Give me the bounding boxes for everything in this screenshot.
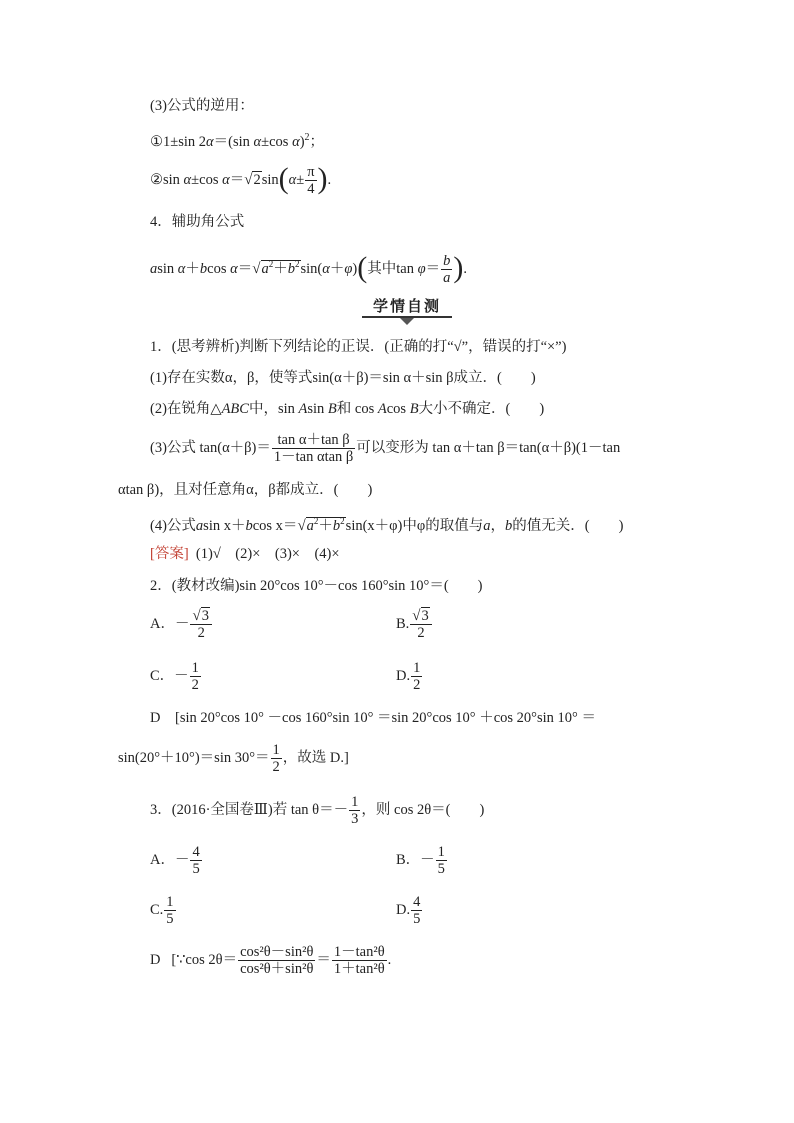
b-over-a: $\frac{b}{a}$ [443,253,451,286]
q3-opt-b-label: B．－ [396,852,435,868]
q3-stem-a: 3．(2016·全国卷Ⅲ)若 tan θ＝－ [150,802,349,818]
s2-f: 大小不确定．( ) [418,401,545,417]
q1-stem: 1．(思考辨析)判断下列结论的正误．(正确的打“√”，错误的打“×”) [150,339,567,355]
s3-b: 可以变形为 tan α＋tan β＝tan(α＋β)(1－tan [356,440,621,456]
section-heading [362,296,452,326]
aux-sin2: sin( [300,260,323,277]
s4-b: sin x＋ [203,517,246,534]
q2-option-c [150,656,202,696]
q2-sol-line1-text: [sin 20°cos 10° －cos 160°sin 10° ＝sin 20°cos 10° ＋cos 20°sin 10° ＝ [174,710,596,726]
q3-opt-d-num: 4 [413,894,421,911]
opt-d-num: 1 [413,660,421,677]
eq1-sup: 2 [304,132,310,143]
eq2-eq: ＝ [229,172,245,188]
s2-e: cos [386,401,410,417]
eq1-end: ) [299,133,305,150]
q3-sol-den1: cos²θ＋sin²θ [240,961,314,978]
q1-answer [150,544,340,564]
s4-c: cos x＝ [252,517,298,534]
q3-opt-c-label: C. [150,902,164,918]
q3-option-d [396,890,423,930]
q3-sol-letter: D [150,952,161,968]
opt-b-sqrt: 3 [421,608,429,625]
s4-e: 的值无关．( ) [512,517,624,534]
heading-aux-angle: 4．辅助角公式 [150,214,245,230]
pi-over-4 [305,164,316,197]
q3-stem-den: 3 [351,811,359,828]
q2-option-b: B. $\frac{√3}{2}$ [396,604,433,644]
q1-statement-1: (1)存在实数α，β，使等式sin(α＋β)＝sin α＋sin β成立．( ) [150,370,536,386]
q3-solution [150,940,391,980]
s3-den: 1－tan αtan β [273,449,354,466]
s2-a: (2)在锐角△ [150,401,222,417]
q2-solution-line1 [150,708,596,728]
q2-option-a: A．－ $\frac{√3}{2}$ [150,604,213,644]
q2-sol-num: 1 [272,742,280,759]
aux-eq: ＝ [237,260,253,277]
q1-statement-2: (2)在锐角△ABC中，sin Asin B和 cos Acos B大小不确定．( ) [150,401,545,417]
aux-formula: asin α＋bcos $\alpha=√a^2+b^2\sin(\alpha+\varphi)$(其中tan φ＝ $\frac{b}{a}$ ). [150,250,467,286]
q3-sol-num1: cos²θ－sin²θ [240,944,314,961]
section-heading-triangle-icon [400,318,414,325]
q3-opt-a-den: 5 [192,861,200,878]
q3-sol-a: [∵cos 2θ＝ [171,952,238,968]
q3-stem-b: ，则 cos 2θ＝( ) [361,802,485,818]
s2-abc: ABC [221,401,249,417]
q2-sol-a: sin(20°＋10°)＝sin 30°＝ [118,750,270,766]
s3-a: (3)公式 tan(α＋β)＝ [150,440,271,456]
s3-num: tan α＋tan β [272,432,355,449]
opt-d-den: 2 [413,677,421,694]
q3-opt-c-den: 5 [166,911,174,928]
opt-b-den: 2 [417,625,425,642]
eq2-pm: ±cos [191,172,223,188]
eq1-tail: ； [309,133,325,150]
q3-sol-den2: 1＋tan²θ [333,961,385,978]
q2-sol-letter: D [150,710,161,726]
q2-sol-den: 2 [272,759,280,776]
q3-opt-a-label: A．－ [150,852,190,868]
item3-title: (3)公式的逆用： [150,98,254,114]
q3-sol-frac2 [332,944,387,977]
s4-a: (4)公式 [150,517,196,534]
q3-opt-a-num: 4 [192,844,200,861]
q3-opt-d-label: D. [396,902,411,918]
q2-sol-b: ，故选 D.] [282,750,349,766]
eq1-mid: ＝(sin [213,133,254,150]
eq2-dot: . [327,172,332,188]
q3-sol-num2: 1－tan²θ [333,944,385,961]
answer-text: (1)√ (2)× (3)× (4)× [195,546,340,562]
opt-b-label: B. [396,616,410,632]
opt-a-label: A．－ [150,616,190,632]
eq2-sin: sin [261,172,279,188]
frac-den: 4 [307,181,315,198]
q3-sol-end: . [387,952,392,968]
q3-sol-frac1 [238,944,315,977]
tan-sum-fraction [272,432,355,465]
eq1-prefix: ①1±sin 2 [150,133,207,150]
opt-a-sqrt: 3 [201,608,209,625]
q3-opt-d-den: 5 [413,911,421,928]
opt-d-label: D. [396,668,411,684]
q2-solution-line2 [118,740,349,776]
q2-stem: 2．(教材改编)sin 20°cos 10°－cos 160°sin 10°＝( ) [150,578,483,594]
q3-stem [150,792,484,828]
aux-sin: sin [157,260,178,277]
eq2-prefix: ②sin [150,172,184,188]
aux-dot: . [463,260,467,277]
q1-statement-4: (4)公式asin x＋bcos $x=√a^2+b^2\sin(x+\varphi)$中φ的取值与a，b的值无关．( ) [150,516,624,534]
answer-label: [答案] [150,546,189,562]
frac-num: π [307,164,315,181]
q3-option-a [150,840,203,880]
aux-plus: ＋ [185,260,200,277]
eq1-pm: ±cos [261,133,293,150]
s2-c: sin [307,401,328,417]
item3-eq1: ①1±sin 2α＝(sin α±cos α)$^2$； [150,132,325,150]
q3-opt-c-num: 1 [166,894,174,911]
section-heading-title: 学情自测 [372,297,441,315]
q1-statement-3 [150,430,620,466]
eq2-alpha-pm: ± [296,172,305,188]
aux-close: ) [352,260,358,277]
item3-eq2: ②sin α±cos α＝√2sin(α± $\frac{\pi}{4}$ ). [150,161,332,198]
s2-b: 中，sin [248,401,299,417]
aux-cos: cos [207,260,231,277]
q3-stem-num: 1 [351,794,359,811]
q2-option-d [396,656,423,696]
q3-option-c [150,890,177,930]
opt-a-den: 2 [197,625,205,642]
q3-option-b [396,840,448,880]
opt-c-num: 1 [191,660,199,677]
opt-c-label: C．－ [150,668,189,684]
q3-opt-b-num: 1 [437,844,445,861]
opt-c-den: 2 [191,677,199,694]
q1-statement-3-cont: αtan β)，且对任意角α，β都成立．( ) [118,482,373,498]
aux-paren-text: 其中tan [367,260,418,277]
s4-d: sin(x＋φ)中φ的取值与 [345,517,484,534]
q3-opt-b-den: 5 [437,861,445,878]
q3-sol-eq: ＝ [316,952,331,968]
s2-d: 和 cos [336,401,378,417]
